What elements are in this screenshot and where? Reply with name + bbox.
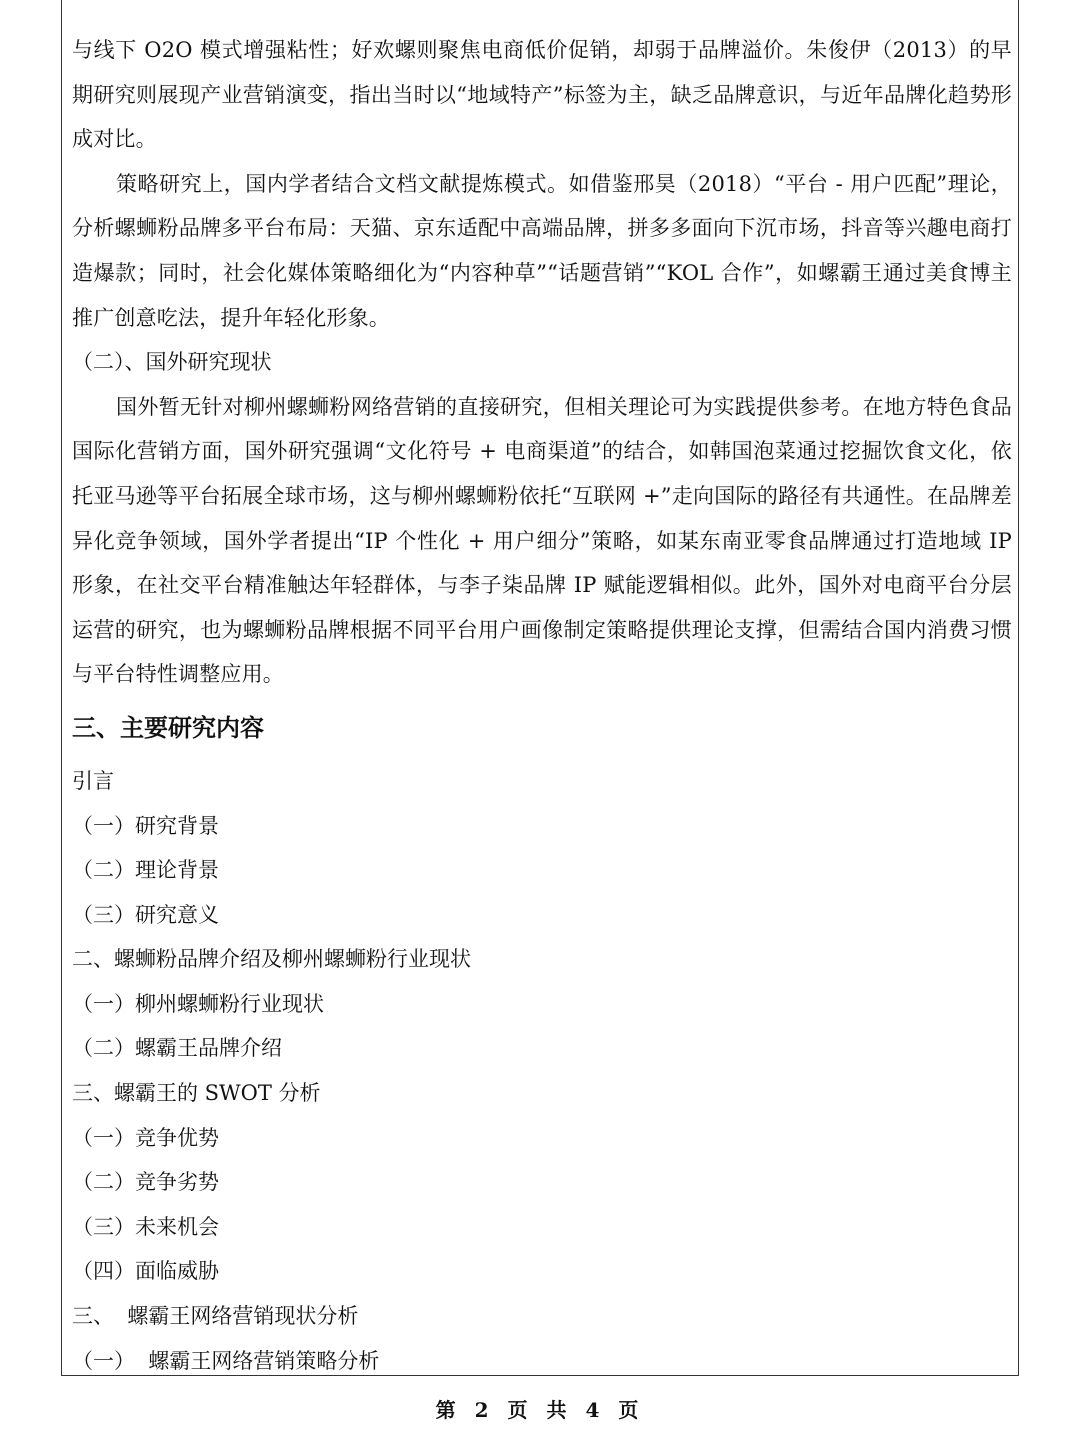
- outline-item: （三）研究意义: [72, 902, 219, 927]
- outline-item: （三）未来机会: [72, 1214, 219, 1239]
- paragraph-foreign-research: 国外暂无针对柳州螺蛳粉网络营销的直接研究，但相关理论可为实践提供参考。在地方特色食品国际化营销方面，国外研究强调“文化符号 + 电商渠道”的结合，如韩国泡菜通过挖掘饮食文化，依托亚马逊等平台拓展全球市场，这与柳州螺蛳粉依托“互联网 +”走向国际的路径有共通性。在品牌差异化竞争领域，国外学者提出“IP 个性化 + 用户细分”策略，如某东南亚零食品牌通过打造地域 IP 形象，在社交平台精准触达年轻群体，与李子柒品牌 IP 赋能逻辑相似。此外，国外对电商平台分层运营的研究，也为螺蛳粉品牌根据不同平台用户画像制定策略提供理论支撑，但需结合国内消费习惯与平台特性调整应用。: [72, 394, 1012, 687]
- paragraph-strategy-research: 策略研究上，国内学者结合文档文献提炼模式。如借鉴邢昊（2018）“平台 - 用户匹配”理论，分析螺蛳粉品牌多平台布局：天猫、京东适配中高端品牌，拼多多面向下沉市场，抖音等兴趣电商打造爆款；同时，社会化媒体策略细化为“内容种草”“话题营销”“KOL 合作”，如螺霸王通过美食博主推广创意吃法，提升年轻化形象。: [72, 171, 1012, 330]
- outline-item: 三、 螺霸王网络营销现状分析: [72, 1304, 359, 1329]
- section-heading-main-content: 三、主要研究内容: [72, 713, 264, 742]
- outline-item: （一）竞争优势: [72, 1125, 219, 1150]
- outline-item: （一）柳州螺蛳粉行业现状: [72, 991, 324, 1016]
- document-body: [72, 28, 1012, 1383]
- outline-item: 引言: [72, 768, 114, 793]
- outline-item: （一）研究背景: [72, 813, 219, 838]
- outline-item: （一） 螺霸王网络营销策略分析: [72, 1348, 380, 1373]
- paragraph-domestic-cases: 与线下 O2O 模式增强粘性；好欢螺则聚焦电商低价促销，却弱于品牌溢价。朱俊伊（2013）的早期研究则展现产业营销演变，指出当时以“地域特产”标签为主，缺乏品牌意识，与近年品牌化趋势形成对比。: [72, 38, 1012, 152]
- subheading-foreign-research: （二）、国外研究现状: [72, 350, 272, 375]
- outline-item: （二）螺霸王品牌介绍: [72, 1036, 282, 1061]
- outline-item: 三、螺霸王的 SWOT 分析: [72, 1081, 321, 1106]
- outline-list: [72, 759, 1012, 1383]
- outline-item: （四）面临威胁: [72, 1259, 219, 1284]
- outline-item: （二）理论背景: [72, 858, 219, 883]
- outline-item: （二）竞争劣势: [72, 1170, 219, 1195]
- page-number-footer: 第 2 页 共 4 页: [435, 1398, 645, 1422]
- outline-item: 二、螺蛳粉品牌介绍及柳州螺蛳粉行业现状: [72, 947, 471, 972]
